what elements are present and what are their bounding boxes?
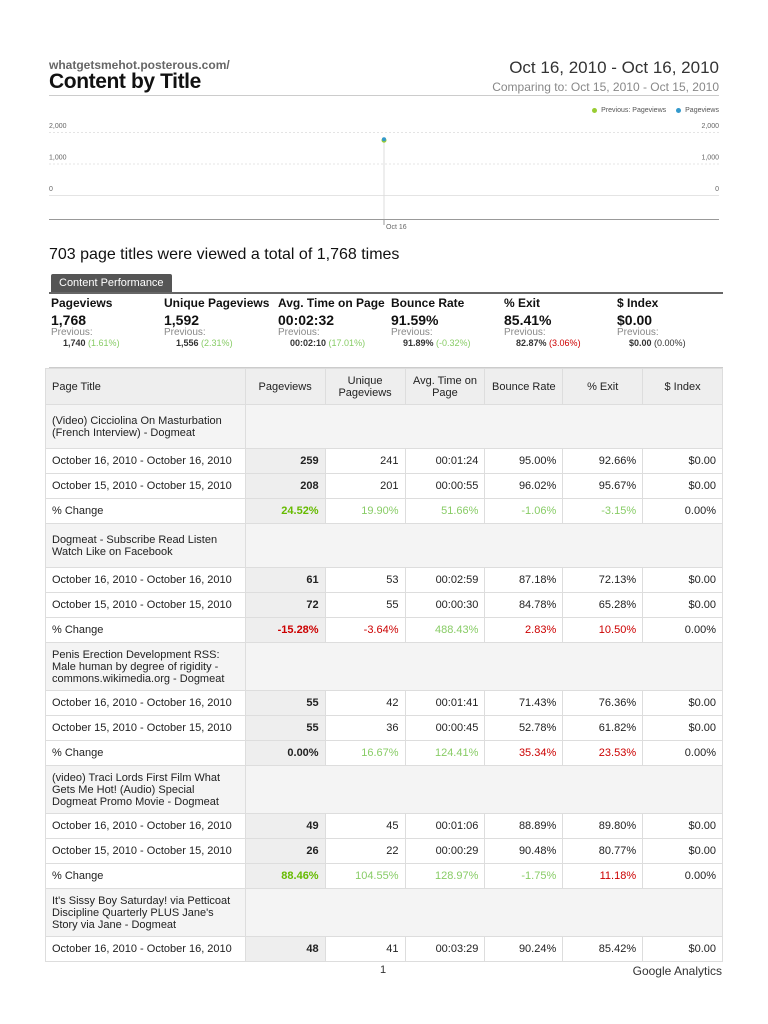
table-row: [46, 814, 723, 839]
legend-dot-icon: [592, 108, 597, 113]
change-cell: 0.00%: [643, 618, 723, 643]
table-cell: 22: [325, 839, 405, 864]
change-cell: 24.52%: [245, 499, 325, 524]
table-cell: 92.66%: [563, 449, 643, 474]
table-cell: 85.42%: [563, 937, 643, 962]
legend-label-current: Pageviews: [685, 107, 719, 114]
kpi-0: [51, 298, 163, 349]
kpi-value: $0.00: [617, 312, 653, 328]
tab-content-performance[interactable]: Content Performance: [51, 274, 172, 292]
change-cell: 16.67%: [325, 741, 405, 766]
column-header-index[interactable]: $ Index: [643, 369, 723, 405]
table-cell: October 15, 2010 - October 15, 2010: [46, 716, 246, 741]
table-cell: 55: [245, 716, 325, 741]
table-group-title-row: [46, 524, 723, 568]
change-cell: -3.15%: [563, 499, 643, 524]
page-title-cell[interactable]: It's Sissy Boy Saturday! via Petticoat Discipline Quarterly PLUS Jane's Story via Jane - Dogmeat: [46, 889, 246, 937]
table-row: [46, 593, 723, 618]
table-row: [46, 716, 723, 741]
site-url: whatgetsmehot.posterous.com/: [49, 58, 230, 72]
change-cell: 104.55%: [325, 864, 405, 889]
table-cell: 36: [325, 716, 405, 741]
table-cell: $0.00: [643, 937, 723, 962]
table-cell: 00:02:59: [405, 568, 485, 593]
kpi-1: [164, 298, 276, 349]
table-cell: 00:00:30: [405, 593, 485, 618]
y-tick-label-right: 1,000: [701, 154, 719, 162]
x-tick-label: Oct 16: [386, 224, 407, 231]
column-header-bounce-rate[interactable]: Bounce Rate: [485, 369, 563, 405]
change-cell: -15.28%: [245, 618, 325, 643]
data-point-current: [382, 137, 386, 141]
kpi-previous-label: Previous:: [504, 327, 546, 338]
kpi-4: [504, 298, 616, 349]
empty-cell: [245, 889, 722, 937]
table-cell: 48: [245, 937, 325, 962]
table-cell: 71.43%: [485, 691, 563, 716]
table-cell: 41: [325, 937, 405, 962]
table-cell: 259: [245, 449, 325, 474]
kpi-label: % Exit: [504, 296, 541, 310]
table-cell: 95.67%: [563, 474, 643, 499]
kpi-label: $ Index: [617, 296, 659, 310]
kpi-value: 1,592: [164, 312, 200, 328]
kpi-previous-label: Previous:: [278, 327, 320, 338]
y-tick-label-right: 0: [715, 186, 719, 193]
table-cell: 00:01:41: [405, 691, 485, 716]
change-cell: 10.50%: [563, 618, 643, 643]
kpi-delta: (3.06%): [549, 338, 581, 348]
page-title-cell[interactable]: (video) Traci Lords First Film What Gets Me Hot! (Audio) Special Dogmeat Promo Movie - Dogmeat: [46, 766, 246, 814]
table-cell: 00:01:24: [405, 449, 485, 474]
legend-dot-icon: [676, 108, 681, 113]
kpi-previous-value: [164, 338, 276, 349]
footer-brand: Google Analytics: [632, 964, 722, 978]
column-header-pageviews[interactable]: Pageviews: [245, 369, 325, 405]
table-row: [46, 449, 723, 474]
table-group-title-row: [46, 766, 723, 814]
pageviews-chart: [0, 118, 768, 233]
kpi-summary: [49, 294, 723, 368]
table-cell: 61.82%: [563, 716, 643, 741]
table-cell: 65.28%: [563, 593, 643, 618]
change-cell: 2.83%: [485, 618, 563, 643]
table-cell: 96.02%: [485, 474, 563, 499]
change-cell: % Change: [46, 499, 246, 524]
column-header-unique-pageviews[interactable]: Unique Pageviews: [325, 369, 405, 405]
table-cell: $0.00: [643, 449, 723, 474]
change-cell: % Change: [46, 741, 246, 766]
kpi-previous-value: [504, 338, 616, 349]
table-cell: 95.00%: [485, 449, 563, 474]
kpi-previous-value: [278, 338, 390, 349]
content-table: [45, 368, 723, 962]
table-cell: October 15, 2010 - October 15, 2010: [46, 474, 246, 499]
table-row: [46, 691, 723, 716]
table-cell: $0.00: [643, 814, 723, 839]
change-cell: 124.41%: [405, 741, 485, 766]
chart-legend: [592, 107, 719, 114]
empty-cell: [245, 643, 722, 691]
legend-item-previous: [592, 107, 666, 114]
table-row: [46, 568, 723, 593]
table-cell: 52.78%: [485, 716, 563, 741]
empty-cell: [245, 766, 722, 814]
change-cell: % Change: [46, 864, 246, 889]
change-cell: 0.00%: [245, 741, 325, 766]
kpi-value: 85.41%: [504, 312, 552, 328]
comparison-range: Comparing to: Oct 15, 2010 - Oct 15, 2010: [492, 80, 719, 94]
kpi-previous-value: [391, 338, 503, 349]
kpi-previous-number: 00:02:10: [290, 338, 327, 348]
table-cell: October 16, 2010 - October 16, 2010: [46, 691, 246, 716]
table-cell: 00:03:29: [405, 937, 485, 962]
table-cell: 76.36%: [563, 691, 643, 716]
change-cell: -1.06%: [485, 499, 563, 524]
kpi-delta: (17.01%): [328, 338, 366, 348]
table-cell: 241: [325, 449, 405, 474]
change-cell: 35.34%: [485, 741, 563, 766]
kpi-previous-label: Previous:: [164, 327, 206, 338]
change-cell: % Change: [46, 618, 246, 643]
kpi-2: [278, 298, 390, 349]
kpi-value: 1,768: [51, 312, 87, 328]
table-cell: $0.00: [643, 568, 723, 593]
table-cell: October 15, 2010 - October 15, 2010: [46, 593, 246, 618]
table-cell: 49: [245, 814, 325, 839]
kpi-5: [617, 298, 729, 349]
table-cell: 26: [245, 839, 325, 864]
table-cell: 55: [245, 691, 325, 716]
table-cell: 90.48%: [485, 839, 563, 864]
table-cell: October 15, 2010 - October 15, 2010: [46, 839, 246, 864]
table-cell: 00:00:55: [405, 474, 485, 499]
table-cell: 84.78%: [485, 593, 563, 618]
change-cell: 488.43%: [405, 618, 485, 643]
table-cell: 208: [245, 474, 325, 499]
kpi-delta: (-0.32%): [436, 338, 471, 348]
table-cell: October 16, 2010 - October 16, 2010: [46, 449, 246, 474]
kpi-previous-number: 1,556: [176, 338, 199, 348]
table-cell: 87.18%: [485, 568, 563, 593]
kpi-delta: (0.00%): [654, 338, 686, 348]
kpi-value: 91.59%: [391, 312, 439, 328]
table-cell: 72.13%: [563, 568, 643, 593]
summary-heading: 703 page titles were viewed a total of 1,768 times: [49, 246, 400, 263]
change-cell: 19.90%: [325, 499, 405, 524]
table-row: [46, 937, 723, 962]
table-cell: 00:00:29: [405, 839, 485, 864]
table-change-row: [46, 618, 723, 643]
y-tick-label-left: 1,000: [49, 154, 67, 162]
change-cell: 23.53%: [563, 741, 643, 766]
kpi-label: Pageviews: [51, 296, 113, 310]
table-cell: $0.00: [643, 839, 723, 864]
kpi-previous-label: Previous:: [617, 327, 659, 338]
change-cell: -3.64%: [325, 618, 405, 643]
legend-label-previous: Previous: Pageviews: [601, 107, 667, 114]
empty-cell: [245, 405, 722, 449]
change-cell: 88.46%: [245, 864, 325, 889]
kpi-previous-number: 82.87%: [516, 338, 547, 348]
table-cell: 80.77%: [563, 839, 643, 864]
kpi-previous-label: Previous:: [391, 327, 433, 338]
report-title: Content by Title: [49, 70, 201, 93]
table-row: [46, 474, 723, 499]
table-header-row: [46, 369, 723, 405]
table-cell: 45: [325, 814, 405, 839]
table-cell: October 16, 2010 - October 16, 2010: [46, 814, 246, 839]
table-change-row: [46, 499, 723, 524]
column-header-page-title[interactable]: Page Title: [46, 369, 246, 405]
page-title-cell[interactable]: (Video) Cicciolina On Masturbation (French Interview) - Dogmeat: [46, 405, 246, 449]
kpi-label: Avg. Time on Page: [278, 296, 385, 310]
kpi-delta: (2.31%): [201, 338, 233, 348]
table-cell: 88.89%: [485, 814, 563, 839]
kpi-previous-value: [617, 338, 729, 349]
kpi-3: [391, 298, 503, 349]
kpi-previous-label: Previous:: [51, 327, 93, 338]
kpi-previous-value: [51, 338, 163, 349]
table-cell: $0.00: [643, 474, 723, 499]
kpi-label: Unique Pageviews: [164, 296, 270, 310]
table-cell: $0.00: [643, 593, 723, 618]
y-tick-label-left: 2,000: [49, 123, 67, 130]
table-group-title-row: [46, 643, 723, 691]
table-cell: 201: [325, 474, 405, 499]
table-change-row: [46, 741, 723, 766]
table-cell: $0.00: [643, 716, 723, 741]
change-cell: 51.66%: [405, 499, 485, 524]
kpi-previous-number: $0.00: [629, 338, 652, 348]
column-header-exit[interactable]: % Exit: [563, 369, 643, 405]
kpi-previous-number: 91.89%: [403, 338, 434, 348]
table-cell: 53: [325, 568, 405, 593]
report-header: [49, 58, 719, 96]
change-cell: 128.97%: [405, 864, 485, 889]
table-cell: 89.80%: [563, 814, 643, 839]
kpi-value: 00:02:32: [278, 312, 335, 328]
table-cell: October 16, 2010 - October 16, 2010: [46, 568, 246, 593]
date-range: Oct 16, 2010 - Oct 16, 2010: [509, 58, 719, 77]
y-tick-label-right: 2,000: [701, 123, 719, 130]
change-cell: 0.00%: [643, 499, 723, 524]
kpi-delta: (1.61%): [88, 338, 120, 348]
kpi-label: Bounce Rate: [391, 296, 465, 310]
page-number: 1: [380, 964, 387, 976]
y-tick-label-left: 0: [49, 186, 53, 193]
table-cell: 00:00:45: [405, 716, 485, 741]
table-cell: 42: [325, 691, 405, 716]
table-cell: $0.00: [643, 691, 723, 716]
table-row: [46, 839, 723, 864]
table-cell: October 16, 2010 - October 16, 2010: [46, 937, 246, 962]
table-cell: 00:01:06: [405, 814, 485, 839]
table-group-title-row: [46, 405, 723, 449]
table-cell: 61: [245, 568, 325, 593]
column-header-avg-time[interactable]: Avg. Time on Page: [405, 369, 485, 405]
table-change-row: [46, 864, 723, 889]
change-cell: 0.00%: [643, 864, 723, 889]
change-cell: 11.18%: [563, 864, 643, 889]
table-cell: 90.24%: [485, 937, 563, 962]
change-cell: -1.75%: [485, 864, 563, 889]
table-cell: 72: [245, 593, 325, 618]
kpi-previous-number: 1,740: [63, 338, 86, 348]
page-title-cell[interactable]: Penis Erection Development RSS: Male human by degree of rigidity - commons.wikimedia.org - Dogmeat: [46, 643, 246, 691]
page-title-cell[interactable]: Dogmeat - Subscribe Read Listen Watch Like on Facebook: [46, 524, 246, 568]
change-cell: 0.00%: [643, 741, 723, 766]
empty-cell: [245, 524, 722, 568]
table-cell: 55: [325, 593, 405, 618]
table-group-title-row: [46, 889, 723, 937]
legend-item-current: [676, 107, 719, 114]
